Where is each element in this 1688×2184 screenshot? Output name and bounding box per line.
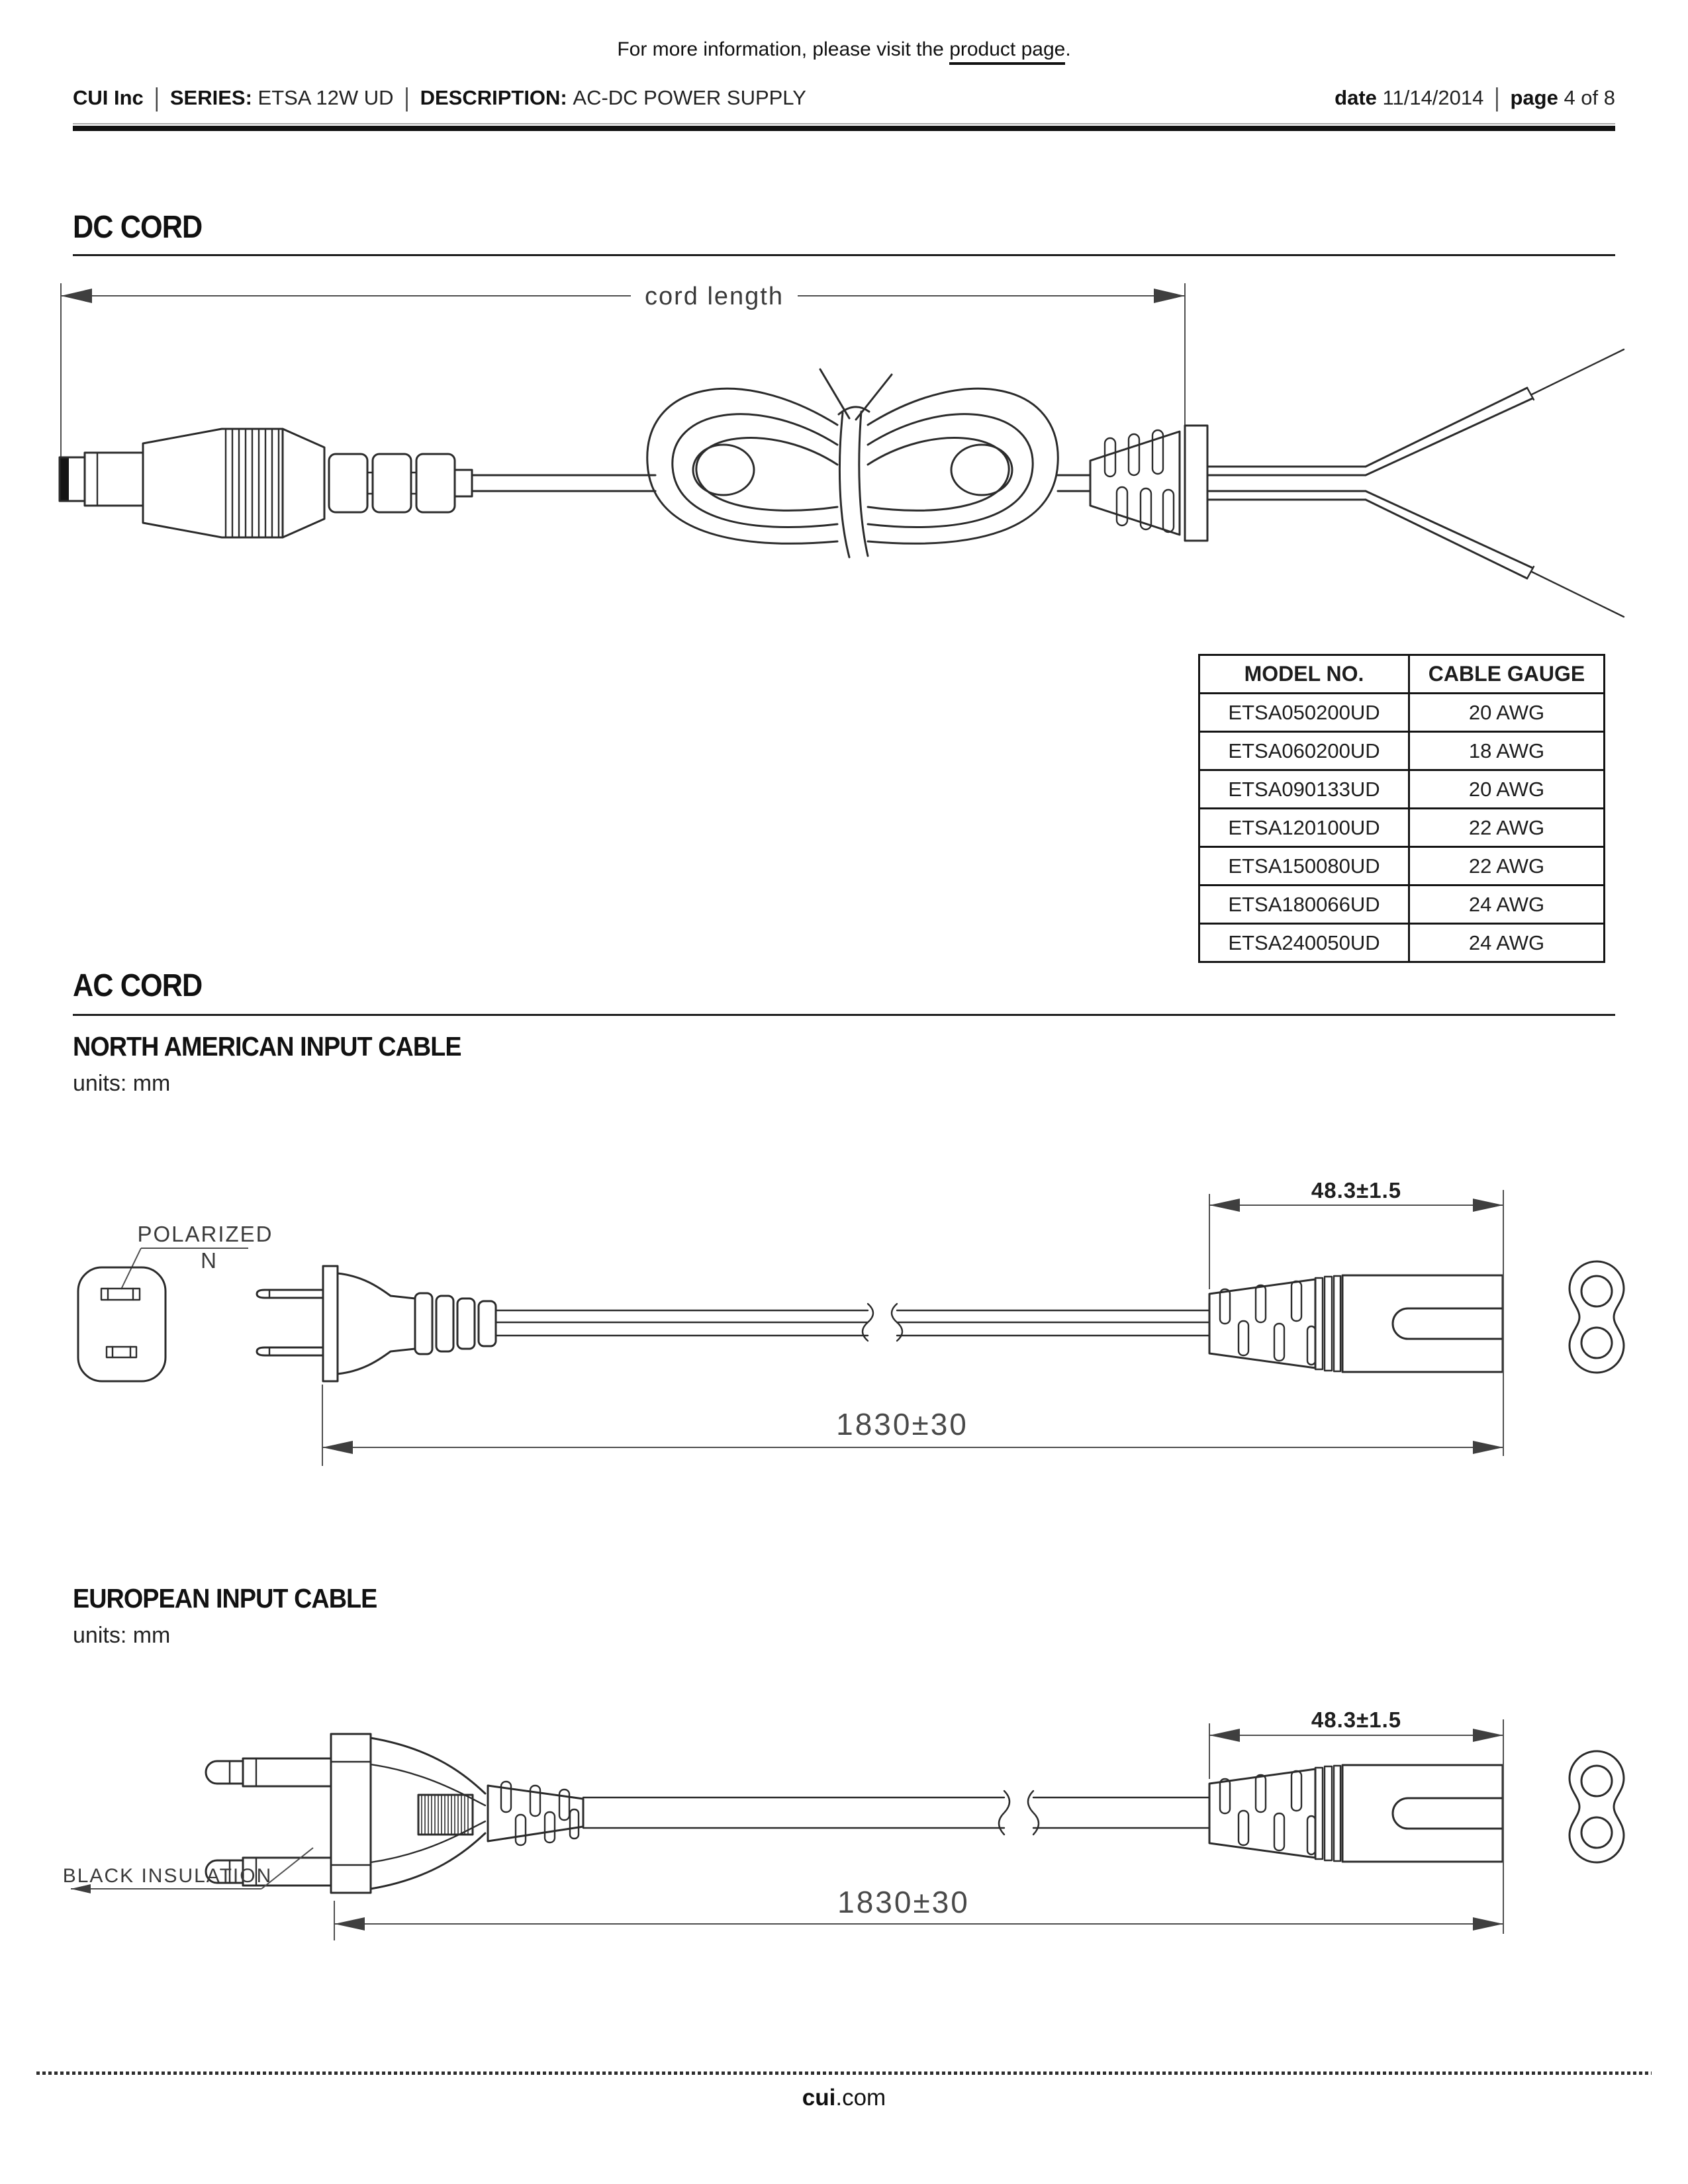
separator: | xyxy=(154,83,160,113)
dc-cord-rule xyxy=(73,254,1615,256)
cable-gauge-cell: 18 AWG xyxy=(1409,732,1605,770)
cable-gauge-cell: 22 AWG xyxy=(1409,847,1605,886)
cable-gauge-cell: 20 AWG xyxy=(1409,770,1605,809)
table-row xyxy=(1199,847,1605,886)
polarized-callout xyxy=(121,1222,273,1289)
page-label: page xyxy=(1510,86,1558,109)
eu-length-dimension xyxy=(334,1885,1503,1940)
dc-cable-left xyxy=(472,475,655,491)
table-row xyxy=(1199,694,1605,732)
description-value: AC-DC POWER SUPPLY xyxy=(573,86,806,109)
series-value: ETSA 12W UD xyxy=(258,86,394,109)
eu-cable-lines xyxy=(583,1791,1209,1835)
ac-cord-title: AC CORD xyxy=(73,968,203,1003)
series-label: SERIES: xyxy=(169,86,252,109)
top-note xyxy=(0,38,1688,61)
na-width-dimension xyxy=(1209,1178,1503,1456)
model-no-cell: ETSA180066UD xyxy=(1199,886,1409,924)
model-no-cell: ETSA150080UD xyxy=(1199,847,1409,886)
model-no-cell: ETSA050200UD xyxy=(1199,694,1409,732)
na-cable-lines xyxy=(496,1304,1209,1341)
cable-gauge-cell: 24 AWG xyxy=(1409,924,1605,962)
cable-gauge-table-body xyxy=(1199,694,1605,962)
cable-gauge-cell: 20 AWG xyxy=(1409,694,1605,732)
col-header-model: MODEL NO. xyxy=(1199,655,1409,694)
eu-length-dim-label: 1830±30 xyxy=(837,1885,970,1919)
dc-cord-title: DC CORD xyxy=(73,210,203,245)
dc-barrel-plug xyxy=(60,429,472,537)
na-cable-drawing xyxy=(56,1125,1658,1496)
na-width-dim-label: 48.3±1.5 xyxy=(1311,1178,1402,1203)
model-no-cell: ETSA090133UD xyxy=(1199,770,1409,809)
na-plug-front-view xyxy=(78,1267,165,1381)
cord-length-label: cord length xyxy=(644,283,784,310)
na-c7-front-view xyxy=(1570,1261,1624,1373)
na-units-label: units: mm xyxy=(73,1071,171,1096)
polarized-label: POLARIZED xyxy=(137,1222,273,1246)
company-name: CUI Inc xyxy=(73,86,144,109)
eu-units-label: units: mm xyxy=(73,1623,171,1648)
cable-gauge-cell: 24 AWG xyxy=(1409,886,1605,924)
table-row xyxy=(1199,770,1605,809)
ac-cord-rule xyxy=(73,1014,1615,1016)
eu-c7-front-view xyxy=(1570,1751,1624,1862)
dc-cord-drawing xyxy=(56,265,1632,635)
table-row xyxy=(1199,809,1605,847)
top-note-prefix: For more information, please visit the xyxy=(617,38,950,60)
table-row xyxy=(1199,886,1605,924)
dc-cord-dimension xyxy=(61,283,1185,457)
table-row xyxy=(1199,924,1605,962)
separator: | xyxy=(1494,83,1500,113)
product-page-link[interactable]: product page xyxy=(949,38,1065,65)
na-length-dimension xyxy=(322,1385,1503,1466)
header-left xyxy=(73,83,806,113)
model-no-cell: ETSA120100UD xyxy=(1199,809,1409,847)
eu-width-dim-label: 48.3±1.5 xyxy=(1311,1707,1402,1732)
eu-c7-connector xyxy=(1209,1765,1503,1862)
top-note-suffix: . xyxy=(1065,38,1071,60)
date-label: date xyxy=(1335,86,1377,109)
model-no-cell: ETSA060200UD xyxy=(1199,732,1409,770)
model-no-cell: ETSA240050UD xyxy=(1199,924,1409,962)
table-header-row xyxy=(1199,655,1605,694)
header-bar xyxy=(73,83,1615,113)
polarized-n-label: N xyxy=(201,1248,218,1273)
col-header-gauge: CABLE GAUGE xyxy=(1409,655,1605,694)
date-value: 11/14/2014 xyxy=(1382,86,1484,109)
cable-gauge-cell: 22 AWG xyxy=(1409,809,1605,847)
black-insulation-callout xyxy=(63,1848,313,1893)
eu-width-dimension xyxy=(1209,1707,1503,1934)
dc-strain-relief xyxy=(1090,426,1207,541)
na-length-dim-label: 1830±30 xyxy=(836,1407,968,1441)
na-cable-title: NORTH AMERICAN INPUT CABLE xyxy=(73,1031,461,1062)
dc-cable-right xyxy=(1058,475,1090,491)
header-right xyxy=(1335,83,1615,113)
table-row xyxy=(1199,732,1605,770)
eu-cable-drawing xyxy=(56,1668,1658,1999)
header-rule xyxy=(73,123,1615,131)
footer-brand xyxy=(0,2085,1688,2111)
dc-output-wires xyxy=(1207,349,1624,617)
separator: | xyxy=(404,83,410,113)
dc-coiled-cable xyxy=(647,369,1058,557)
cable-gauge-table xyxy=(1198,654,1605,963)
description-label: DESCRIPTION: xyxy=(420,86,567,109)
na-c7-connector xyxy=(1209,1275,1503,1372)
na-plug-side-view xyxy=(257,1266,496,1381)
footer-brand-bold: cui xyxy=(802,2085,836,2111)
black-insulation-label: BLACK INSULATION xyxy=(62,1865,273,1887)
page-value: 4 of 8 xyxy=(1564,86,1615,109)
eu-cable-title: EUROPEAN INPUT CABLE xyxy=(73,1583,377,1614)
footer-rule xyxy=(36,2071,1652,2075)
footer-brand-suffix: .com xyxy=(835,2085,886,2111)
